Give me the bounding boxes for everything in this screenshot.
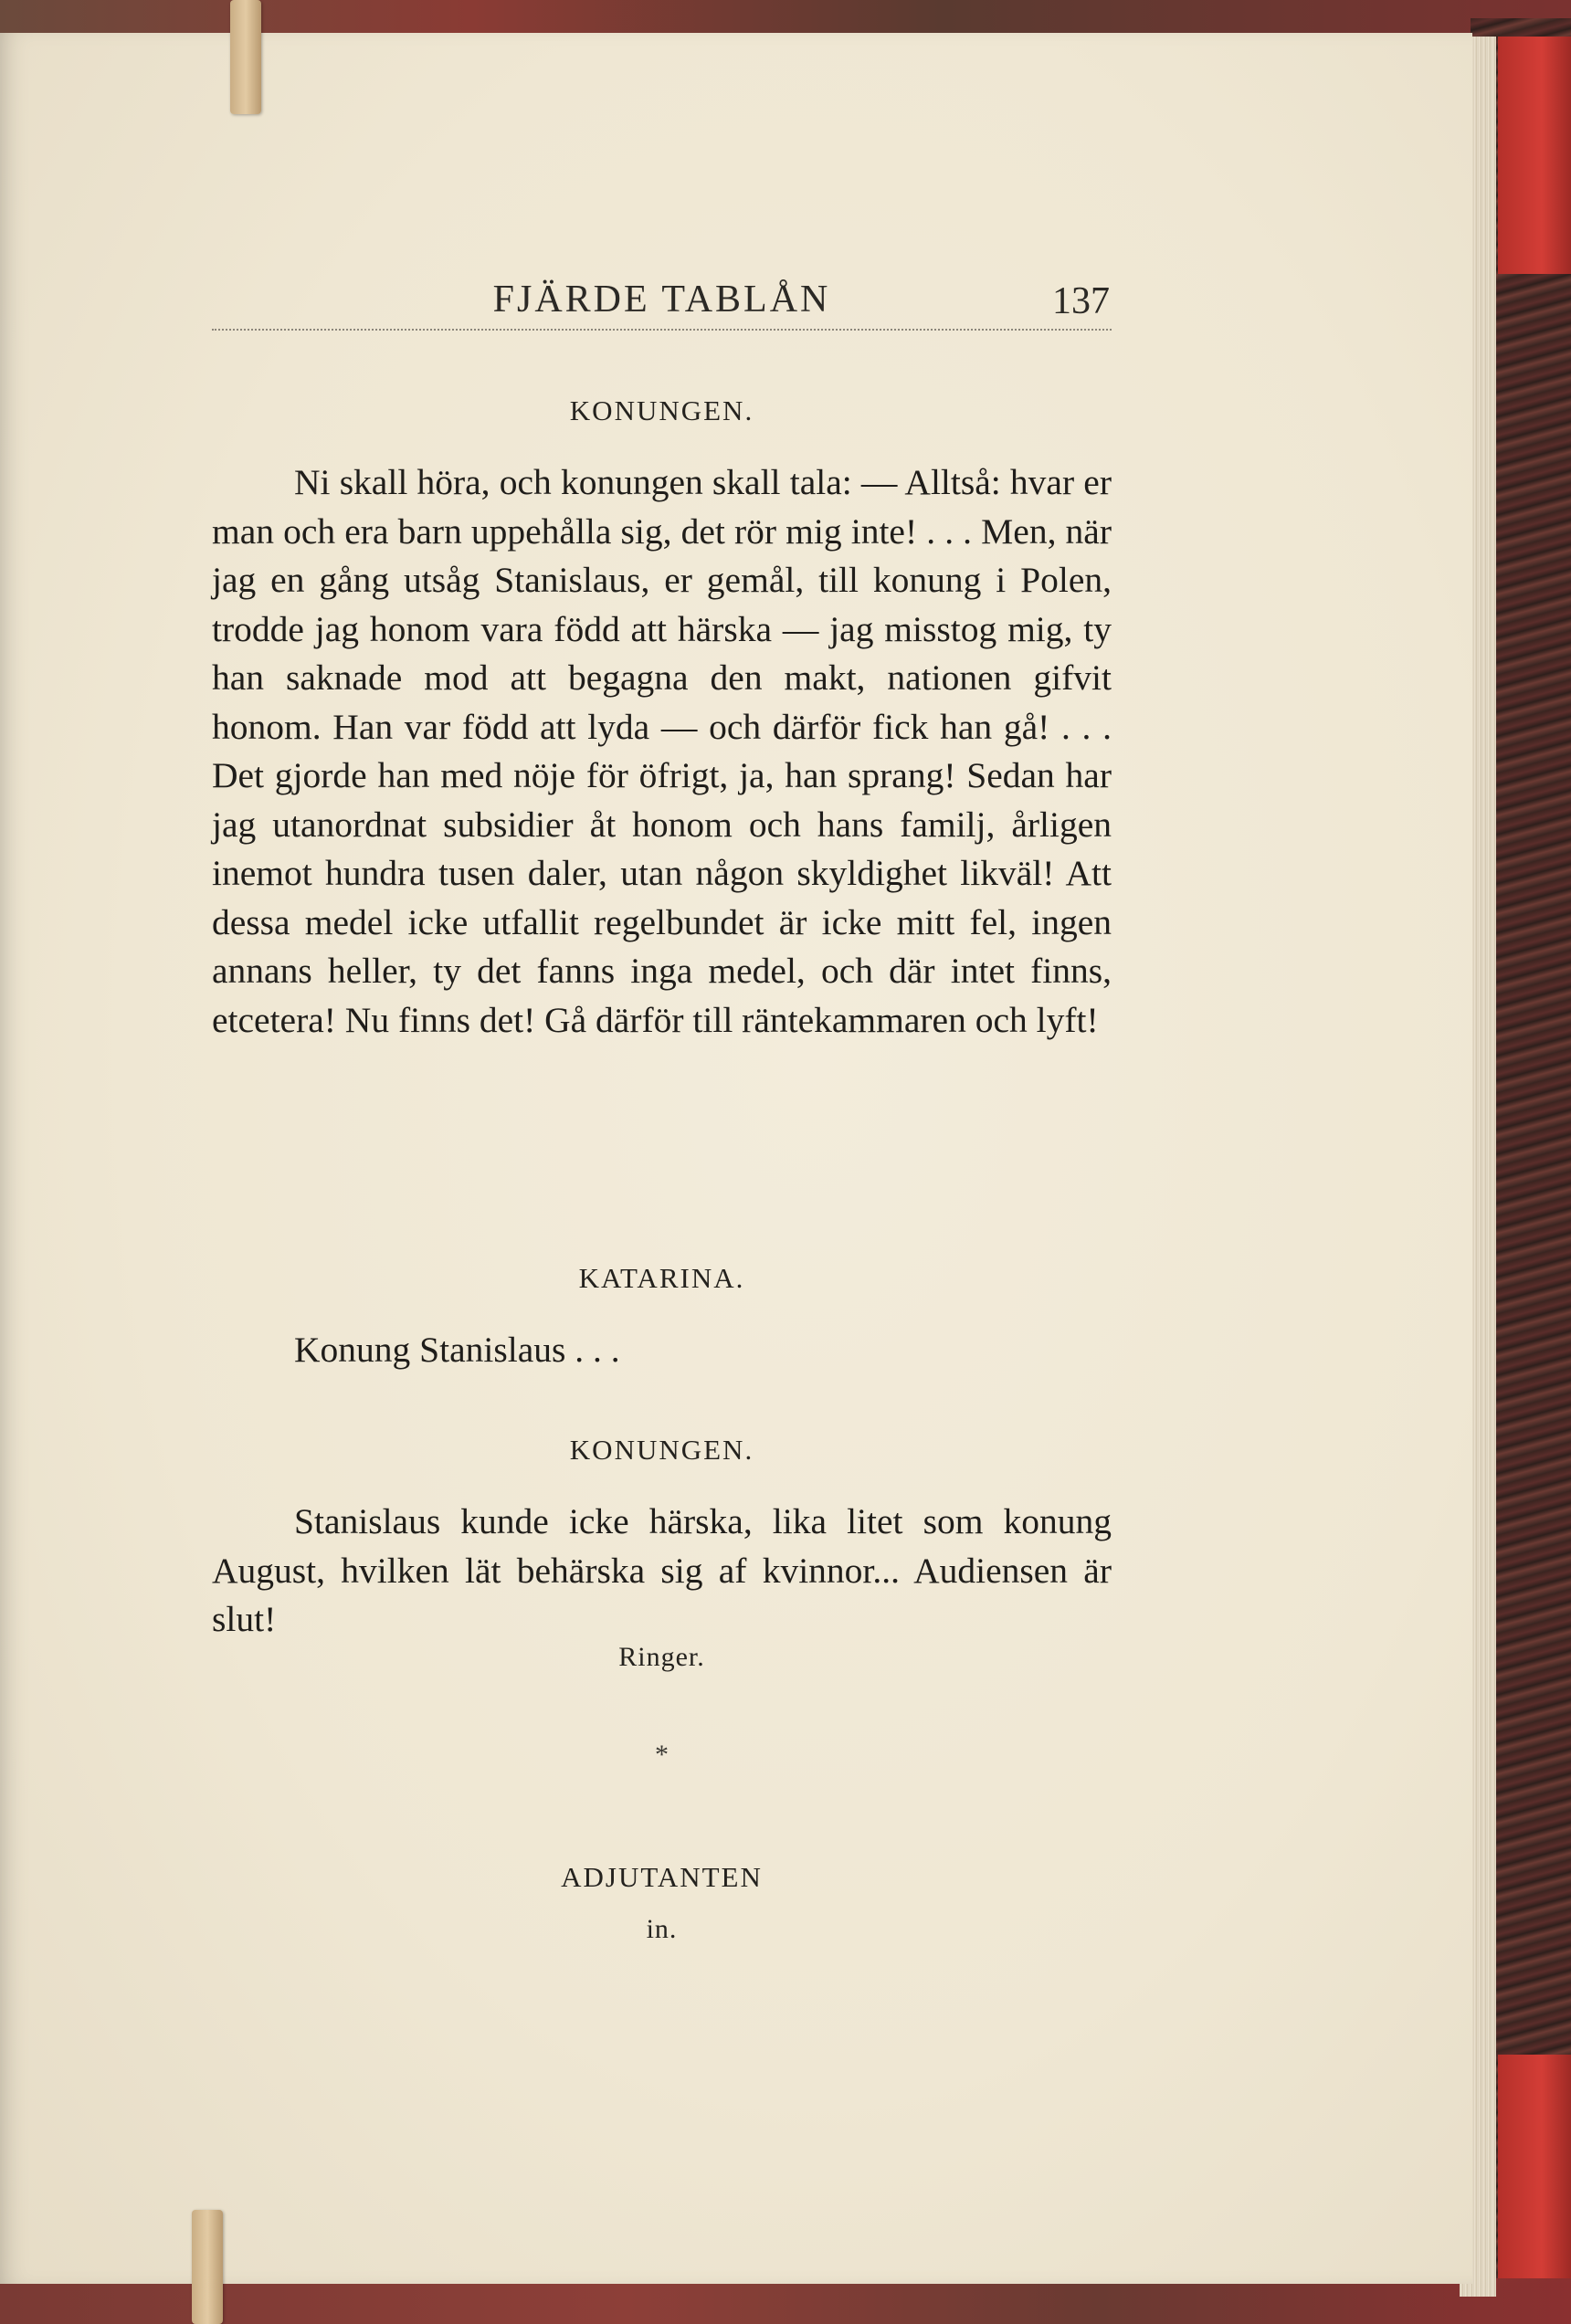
dialogue-paragraph xyxy=(212,1326,1112,1375)
dialogue-paragraph xyxy=(212,458,1112,1045)
running-title: FJÄRDE TABLÅN xyxy=(492,279,831,321)
book-cover-red-corner-bottom xyxy=(1498,2055,1571,2310)
speaker-name: KATARINA. xyxy=(578,1262,745,1294)
stage-direction: Ringer. xyxy=(618,1642,705,1672)
speaker-name: KONUNGEN. xyxy=(569,394,754,426)
book-cover-red-corner-top xyxy=(1498,37,1571,274)
dialogue-text: Konung Stanislaus . . . xyxy=(294,1330,620,1370)
dialogue-text: Ni skall höra, och konungen skall tala: — Alltså: hvar er man och era barn uppehålla sig, det rör mig inte! . . . Men, när jag en gång utsåg Stanislaus, er gemål, till konung i Polen, trodde jag honom vara född att härska — jag misstog mig, ty han saknade mod att begagna den makt, nationen gifvit honom. Han var född att lyda — och därför fick han gå! . . . Det gjorde han med nöje för öfrigt, ja, han sprang! Sedan har jag utanordnat subsidier åt honom och hans familj, årligen inemot hundra tusen daler, utan någon skyldighet likväl! Att dessa medel icke utfallit regelbundet är icke mitt fel, ingen annans heller, ty det fanns inga medel, och där intet finns, etcetera! Nu finns det! Gå därför till räntekammaren och lyft! xyxy=(212,462,1112,1040)
bookmark-ribbon-top[interactable] xyxy=(230,0,261,114)
speaker-name: KONUNGEN. xyxy=(569,1434,754,1466)
book-cover-bottom-edge xyxy=(0,2278,1571,2324)
book-page xyxy=(0,33,1472,2284)
section-asterism: * xyxy=(655,1740,669,1770)
running-header xyxy=(212,274,1112,331)
entrance-direction: in. xyxy=(646,1914,678,1944)
entrance-character-name: ADJUTANTEN xyxy=(561,1861,763,1893)
dialogue-paragraph xyxy=(212,1498,1112,1645)
page-number: 137 xyxy=(1052,280,1110,322)
bookmark-ribbon-bottom[interactable] xyxy=(192,2210,223,2324)
dialogue-text: Stanislaus kunde icke härska, lika litet som konung August, hvilken lät behärska sig af kvinnor... Audiensen är slut! xyxy=(212,1501,1112,1639)
